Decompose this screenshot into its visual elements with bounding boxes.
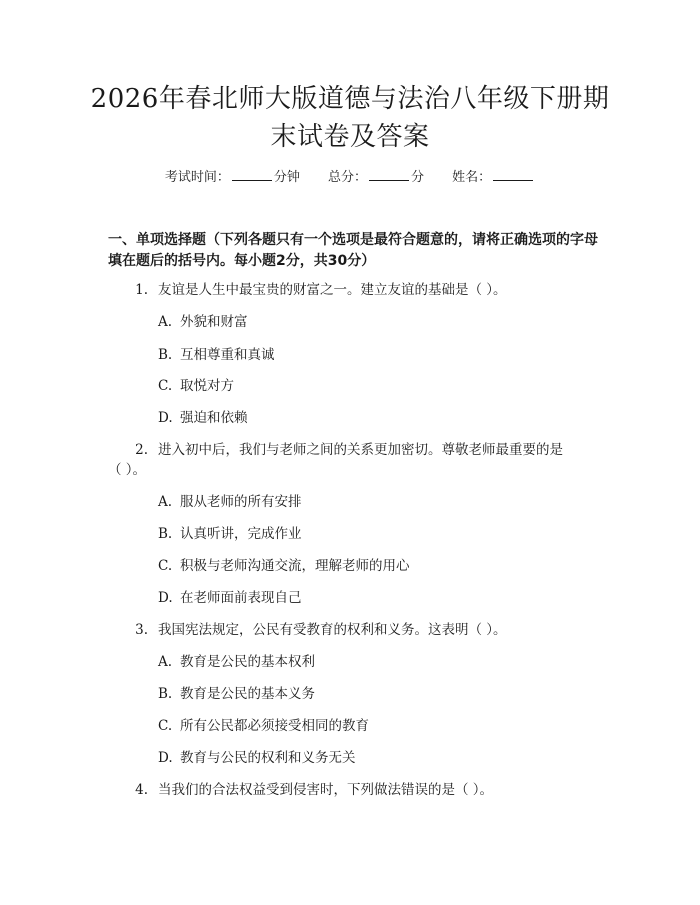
question-1-option-a[interactable] — [158, 312, 598, 332]
option-letter: B. — [158, 347, 173, 363]
option-letter: D. — [158, 410, 173, 426]
question-text: 我国宪法规定，公民有受教育的权利和义务。这表明（ ）。 — [158, 622, 507, 638]
question-2 — [108, 440, 598, 460]
question-2-option-c[interactable] — [158, 556, 598, 576]
option-letter: A. — [158, 314, 173, 330]
option-letter: B. — [158, 526, 173, 542]
option-text: 取悦对方 — [180, 378, 234, 394]
option-text: 服从老师的所有安排 — [180, 494, 302, 510]
option-text: 互相尊重和真诚 — [180, 347, 275, 363]
section-1-heading-line-1: 一、单项选择题（下列各题只有一个选项是最符合题意的，请将正确选项的字母 — [108, 232, 598, 248]
question-3-option-c[interactable] — [158, 716, 598, 736]
option-letter: D. — [158, 590, 173, 606]
option-letter: A. — [158, 654, 173, 670]
option-text: 外貌和财富 — [180, 314, 248, 330]
option-text: 教育与公民的权利和义务无关 — [180, 750, 356, 766]
option-text: 积极与老师沟通交流，理解老师的用心 — [180, 558, 410, 574]
exam-time-label: 考试时间： — [164, 170, 230, 185]
section-1-heading — [108, 230, 598, 272]
option-text: 强迫和依赖 — [180, 410, 248, 426]
option-letter: B. — [158, 686, 173, 702]
option-text: 认真听讲，完成作业 — [180, 526, 302, 542]
question-3-option-b[interactable] — [158, 684, 598, 704]
exam-time-unit: 分钟 — [273, 170, 300, 185]
exam-time-field — [165, 168, 300, 187]
question-3-option-a[interactable] — [158, 652, 598, 672]
exam-title-line-2: 末试卷及答案 — [270, 122, 430, 152]
question-1 — [108, 280, 598, 300]
question-1-option-d[interactable] — [158, 408, 598, 428]
question-number: 1. — [135, 282, 148, 298]
question-2-option-d[interactable] — [158, 588, 598, 608]
option-text: 所有公民都必须接受相同的教育 — [180, 718, 369, 734]
total-score-unit: 分 — [411, 170, 425, 185]
question-number: 2. — [135, 442, 148, 458]
option-letter: D. — [158, 750, 173, 766]
question-3-option-d[interactable] — [158, 748, 598, 768]
student-name-field — [452, 168, 535, 187]
question-number: 3. — [135, 622, 148, 638]
total-score-blank[interactable] — [369, 168, 409, 181]
question-2-option-b[interactable] — [158, 524, 598, 544]
option-letter: C. — [158, 378, 173, 394]
student-name-label: 姓名： — [452, 170, 492, 185]
total-score-field — [328, 168, 424, 187]
option-text: 教育是公民的基本权利 — [180, 654, 315, 670]
student-name-blank[interactable] — [493, 168, 533, 181]
option-text: 教育是公民的基本义务 — [180, 686, 315, 702]
exam-time-blank[interactable] — [232, 168, 272, 181]
option-letter: A. — [158, 494, 173, 510]
question-3 — [108, 620, 598, 640]
exam-title-line-1: 2026年春北师大版道德与法治八年级下册期 — [90, 84, 610, 114]
question-2-text-continued — [108, 460, 598, 480]
option-text: 在老师面前表现自己 — [180, 590, 302, 606]
question-text: 进入初中后，我们与老师之间的关系更加密切。尊敬老师最重要的是 — [158, 442, 563, 458]
question-number: 4. — [135, 782, 148, 798]
question-1-option-b[interactable] — [158, 345, 598, 365]
section-1-heading-line-2: 填在题后的括号内。每小题2分，共30分） — [108, 253, 376, 269]
exam-meta-row — [0, 168, 700, 187]
option-letter: C. — [158, 718, 173, 734]
question-2-option-a[interactable] — [158, 492, 598, 512]
question-text-continued: （ ）。 — [108, 462, 147, 478]
question-text: 友谊是人生中最宝贵的财富之一。建立友谊的基础是（ ）。 — [158, 282, 507, 298]
question-text: 当我们的合法权益受到侵害时，下列做法错误的是（ ）。 — [158, 782, 494, 798]
question-1-option-c[interactable] — [158, 376, 598, 396]
question-4 — [108, 780, 598, 800]
total-score-label: 总分： — [327, 170, 367, 185]
option-letter: C. — [158, 558, 173, 574]
